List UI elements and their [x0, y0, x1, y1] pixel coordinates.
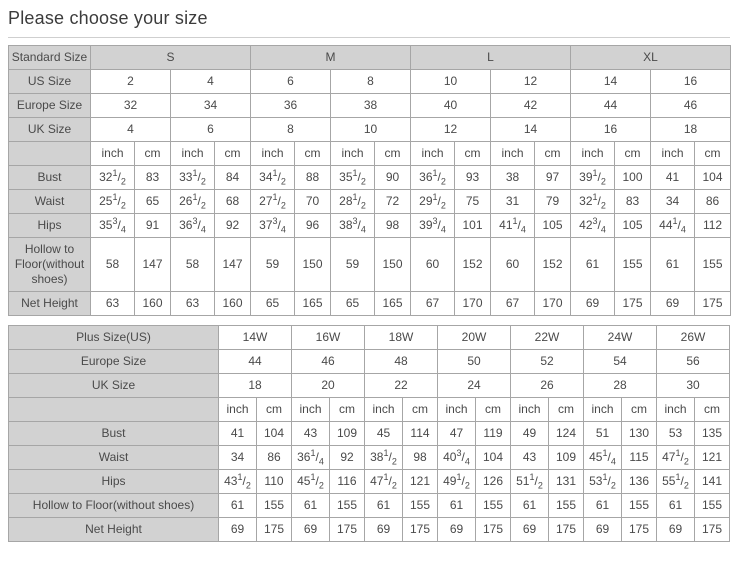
table-cell: 175: [695, 292, 731, 316]
table-cell: 10: [331, 118, 411, 142]
row-label: Europe Size: [9, 94, 91, 118]
table-row: [9, 94, 731, 118]
table-cell: 84: [215, 166, 251, 190]
table-cell: 48: [365, 350, 438, 374]
table-cell: 60: [491, 238, 535, 292]
table-cell: 61: [365, 494, 403, 518]
table-cell: cm: [695, 398, 730, 422]
row-label: Net Height: [9, 518, 219, 542]
row-label: Bust: [9, 422, 219, 446]
table-cell: inch: [292, 398, 330, 422]
table-cell: 6: [251, 70, 331, 94]
table-cell: 165: [375, 292, 411, 316]
table-cell: 175: [476, 518, 511, 542]
table-cell: $25^1/_2$: [91, 190, 135, 214]
table-cell: $26^1/_2$: [171, 190, 215, 214]
table-cell: 170: [455, 292, 491, 316]
table-row: [9, 118, 731, 142]
table-cell: 42: [491, 94, 571, 118]
table-cell: 175: [257, 518, 292, 542]
table-cell: 38: [331, 94, 411, 118]
table-cell: $28^1/_2$: [331, 190, 375, 214]
table-cell: 16W: [292, 326, 365, 350]
table-cell: inch: [584, 398, 622, 422]
table-cell: cm: [622, 398, 657, 422]
table-cell: inch: [657, 398, 695, 422]
table-cell: cm: [535, 142, 571, 166]
table-cell: $39^1/_2$: [571, 166, 615, 190]
table-cell: 34: [171, 94, 251, 118]
table-cell: 45: [365, 422, 403, 446]
table-cell: 114: [403, 422, 438, 446]
table-cell: 47: [438, 422, 476, 446]
table-cell: 116: [330, 470, 365, 494]
table-cell: inch: [411, 142, 455, 166]
table-cell: 61: [571, 238, 615, 292]
table-cell: 61: [292, 494, 330, 518]
table-cell: 59: [331, 238, 375, 292]
row-label: Europe Size: [9, 350, 219, 374]
table-cell: 40: [411, 94, 491, 118]
table-row: [9, 46, 731, 70]
table-cell: 86: [695, 190, 731, 214]
table-cell: 160: [135, 292, 171, 316]
table-cell: 90: [375, 166, 411, 190]
table-cell: 61: [651, 238, 695, 292]
table-cell: inch: [571, 142, 615, 166]
table-cell: 28: [584, 374, 657, 398]
table-cell: 4: [91, 118, 171, 142]
table-cell: 150: [375, 238, 411, 292]
table-row: [9, 190, 731, 214]
table-cell: M: [251, 46, 411, 70]
table-cell: 16: [571, 118, 651, 142]
table-cell: $33^1/_2$: [171, 166, 215, 190]
table-cell: 69: [511, 518, 549, 542]
table-cell: 12: [411, 118, 491, 142]
table-cell: 98: [403, 446, 438, 470]
table-cell: cm: [330, 398, 365, 422]
table-cell: 121: [403, 470, 438, 494]
table-cell: 6: [171, 118, 251, 142]
table-cell: 112: [695, 214, 731, 238]
row-label: Hips: [9, 470, 219, 494]
row-label: Hollow to Floor(without shoes): [9, 238, 91, 292]
table-cell: $49^1/_2$: [438, 470, 476, 494]
row-label: Waist: [9, 446, 219, 470]
table-cell: 61: [438, 494, 476, 518]
table-cell: $44^1/_4$: [651, 214, 695, 238]
row-label: [9, 142, 91, 166]
table-cell: 93: [455, 166, 491, 190]
table-cell: $35^3/_4$: [91, 214, 135, 238]
table-row: [9, 494, 730, 518]
row-label: Hips: [9, 214, 91, 238]
table-cell: 18: [651, 118, 731, 142]
table-cell: 175: [615, 292, 651, 316]
table-cell: 155: [330, 494, 365, 518]
table-cell: 165: [295, 292, 331, 316]
title-divider: [8, 37, 730, 38]
table-cell: 49: [511, 422, 549, 446]
table-cell: 175: [695, 518, 730, 542]
row-label: Hollow to Floor(without shoes): [9, 494, 219, 518]
table-cell: 24: [438, 374, 511, 398]
table-cell: 155: [403, 494, 438, 518]
table-cell: 26W: [657, 326, 730, 350]
table-cell: 65: [331, 292, 375, 316]
table-cell: 18W: [365, 326, 438, 350]
table-cell: $51^1/_2$: [511, 470, 549, 494]
table-cell: 69: [657, 518, 695, 542]
table-cell: 92: [330, 446, 365, 470]
table-cell: cm: [403, 398, 438, 422]
table-cell: cm: [295, 142, 331, 166]
table-cell: 22: [365, 374, 438, 398]
table-row: [9, 374, 730, 398]
table-cell: 121: [695, 446, 730, 470]
table-cell: 12: [491, 70, 571, 94]
table-cell: 155: [615, 238, 651, 292]
table-cell: 104: [257, 422, 292, 446]
table-cell: 34: [219, 446, 257, 470]
table-cell: 63: [91, 292, 135, 316]
table-cell: inch: [331, 142, 375, 166]
table-cell: 79: [535, 190, 571, 214]
table-cell: 58: [171, 238, 215, 292]
table-cell: 136: [622, 470, 657, 494]
table-cell: 124: [549, 422, 584, 446]
table-cell: 26: [511, 374, 584, 398]
table-cell: 18: [219, 374, 292, 398]
table-cell: 41: [651, 166, 695, 190]
table-cell: 65: [251, 292, 295, 316]
table-cell: 155: [257, 494, 292, 518]
table-cell: $39^3/_4$: [411, 214, 455, 238]
table-cell: 22W: [511, 326, 584, 350]
table-cell: $55^1/_2$: [657, 470, 695, 494]
table-cell: 155: [695, 238, 731, 292]
table-cell: 46: [292, 350, 365, 374]
table-cell: cm: [455, 142, 491, 166]
table-row: [9, 326, 730, 350]
table-cell: $38^1/_2$: [365, 446, 403, 470]
table-cell: 69: [584, 518, 622, 542]
table-cell: $45^1/_2$: [292, 470, 330, 494]
table-cell: 60: [411, 238, 455, 292]
table-cell: L: [411, 46, 571, 70]
table-cell: $36^1/_4$: [292, 446, 330, 470]
table-cell: 67: [491, 292, 535, 316]
table-cell: 110: [257, 470, 292, 494]
table-cell: 109: [330, 422, 365, 446]
table-row: [9, 142, 731, 166]
table-cell: 105: [615, 214, 651, 238]
table-cell: $40^3/_4$: [438, 446, 476, 470]
table-row: [9, 350, 730, 374]
table-cell: $47^1/_2$: [365, 470, 403, 494]
table-cell: 50: [438, 350, 511, 374]
plus-size-table: [8, 325, 730, 542]
table-cell: 91: [135, 214, 171, 238]
table-cell: 175: [622, 518, 657, 542]
table-cell: 61: [657, 494, 695, 518]
table-cell: 10: [411, 70, 491, 94]
table-cell: 147: [215, 238, 251, 292]
table-cell: cm: [476, 398, 511, 422]
row-label: Waist: [9, 190, 91, 214]
table-cell: $32^1/_2$: [91, 166, 135, 190]
table-cell: 119: [476, 422, 511, 446]
table-cell: 88: [295, 166, 331, 190]
row-label: Standard Size: [9, 46, 91, 70]
table-cell: 63: [171, 292, 215, 316]
table-cell: 36: [251, 94, 331, 118]
table-cell: $27^1/_2$: [251, 190, 295, 214]
table-cell: 32: [91, 94, 171, 118]
table-row: [9, 214, 731, 238]
table-cell: 65: [135, 190, 171, 214]
table-cell: inch: [219, 398, 257, 422]
table-cell: 75: [455, 190, 491, 214]
table-cell: 69: [438, 518, 476, 542]
table-cell: 4: [171, 70, 251, 94]
table-cell: 56: [657, 350, 730, 374]
table-cell: $36^1/_2$: [411, 166, 455, 190]
table-cell: 96: [295, 214, 331, 238]
table-cell: inch: [91, 142, 135, 166]
table-cell: 152: [455, 238, 491, 292]
table-cell: 160: [215, 292, 251, 316]
table-cell: 105: [535, 214, 571, 238]
table-cell: 150: [295, 238, 331, 292]
row-label: Plus Size(US): [9, 326, 219, 350]
row-label: Bust: [9, 166, 91, 190]
table-cell: 69: [219, 518, 257, 542]
table-row: [9, 70, 731, 94]
table-cell: 155: [549, 494, 584, 518]
table-cell: 175: [403, 518, 438, 542]
table-cell: 8: [251, 118, 331, 142]
table-cell: 2: [91, 70, 171, 94]
table-cell: $34^1/_2$: [251, 166, 295, 190]
table-cell: 92: [215, 214, 251, 238]
table-cell: 86: [257, 446, 292, 470]
page-title: Please choose your size: [8, 8, 208, 28]
table-cell: cm: [375, 142, 411, 166]
table-cell: 68: [215, 190, 251, 214]
table-cell: $32^1/_2$: [571, 190, 615, 214]
table-row: [9, 470, 730, 494]
table-row: [9, 238, 731, 292]
row-label: Net Height: [9, 292, 91, 316]
table-cell: 69: [365, 518, 403, 542]
table-cell: 69: [292, 518, 330, 542]
table-cell: $47^1/_2$: [657, 446, 695, 470]
row-label: UK Size: [9, 374, 219, 398]
table-cell: 141: [695, 470, 730, 494]
table-cell: $35^1/_2$: [331, 166, 375, 190]
table-cell: 115: [622, 446, 657, 470]
table-row: [9, 422, 730, 446]
table-cell: $43^1/_2$: [219, 470, 257, 494]
table-cell: 100: [615, 166, 651, 190]
table-cell: $41^1/_4$: [491, 214, 535, 238]
table-cell: 155: [476, 494, 511, 518]
table-cell: 43: [292, 422, 330, 446]
table-cell: 44: [219, 350, 292, 374]
table-cell: 54: [584, 350, 657, 374]
table-cell: $29^1/_2$: [411, 190, 455, 214]
table-cell: 101: [455, 214, 491, 238]
table-cell: 175: [549, 518, 584, 542]
table-cell: 16: [651, 70, 731, 94]
table-cell: 44: [571, 94, 651, 118]
table-cell: inch: [251, 142, 295, 166]
table-cell: 147: [135, 238, 171, 292]
table-cell: 135: [695, 422, 730, 446]
table-row: [9, 166, 731, 190]
table-cell: 61: [219, 494, 257, 518]
table-cell: 69: [651, 292, 695, 316]
table-cell: $53^1/_2$: [584, 470, 622, 494]
table-cell: 152: [535, 238, 571, 292]
table-cell: 155: [695, 494, 730, 518]
table-cell: 98: [375, 214, 411, 238]
table-cell: 20W: [438, 326, 511, 350]
table-cell: 14W: [219, 326, 292, 350]
table-row: [9, 398, 730, 422]
table-cell: 51: [584, 422, 622, 446]
table-cell: $45^1/_4$: [584, 446, 622, 470]
table-cell: 24W: [584, 326, 657, 350]
table-cell: inch: [511, 398, 549, 422]
table-cell: 170: [535, 292, 571, 316]
table-cell: 58: [91, 238, 135, 292]
table-cell: inch: [438, 398, 476, 422]
table-cell: 52: [511, 350, 584, 374]
table-cell: 70: [295, 190, 331, 214]
table-cell: 38: [491, 166, 535, 190]
table-cell: XL: [571, 46, 731, 70]
table-cell: 97: [535, 166, 571, 190]
table-cell: 67: [411, 292, 455, 316]
table-cell: inch: [491, 142, 535, 166]
table-cell: cm: [135, 142, 171, 166]
table-cell: 30: [657, 374, 730, 398]
table-cell: 155: [622, 494, 657, 518]
table-cell: 130: [622, 422, 657, 446]
row-label: US Size: [9, 70, 91, 94]
table-cell: 109: [549, 446, 584, 470]
table-cell: 14: [491, 118, 571, 142]
table-cell: 43: [511, 446, 549, 470]
table-cell: 53: [657, 422, 695, 446]
table-cell: 72: [375, 190, 411, 214]
row-label: [9, 398, 219, 422]
table-cell: cm: [215, 142, 251, 166]
table-cell: 61: [584, 494, 622, 518]
table-cell: 59: [251, 238, 295, 292]
table-cell: $38^3/_4$: [331, 214, 375, 238]
table-cell: cm: [257, 398, 292, 422]
standard-size-table: [8, 45, 731, 316]
table-cell: 20: [292, 374, 365, 398]
table-cell: 126: [476, 470, 511, 494]
table-cell: cm: [615, 142, 651, 166]
table-cell: 131: [549, 470, 584, 494]
row-label: UK Size: [9, 118, 91, 142]
table-cell: $42^3/_4$: [571, 214, 615, 238]
table-cell: 34: [651, 190, 695, 214]
table-cell: 61: [511, 494, 549, 518]
table-row: [9, 292, 731, 316]
table-cell: $37^3/_4$: [251, 214, 295, 238]
table-row: [9, 446, 730, 470]
table-cell: 46: [651, 94, 731, 118]
table-cell: 69: [571, 292, 615, 316]
table-cell: 8: [331, 70, 411, 94]
table-cell: inch: [651, 142, 695, 166]
table-cell: cm: [549, 398, 584, 422]
table-cell: 14: [571, 70, 651, 94]
table-cell: 104: [695, 166, 731, 190]
table-cell: 83: [615, 190, 651, 214]
table-cell: cm: [695, 142, 731, 166]
table-cell: 175: [330, 518, 365, 542]
table-cell: 41: [219, 422, 257, 446]
table-cell: 83: [135, 166, 171, 190]
table-cell: inch: [171, 142, 215, 166]
table-cell: 31: [491, 190, 535, 214]
table-cell: $36^3/_4$: [171, 214, 215, 238]
table-cell: inch: [365, 398, 403, 422]
table-cell: S: [91, 46, 251, 70]
table-cell: 104: [476, 446, 511, 470]
table-row: [9, 518, 730, 542]
